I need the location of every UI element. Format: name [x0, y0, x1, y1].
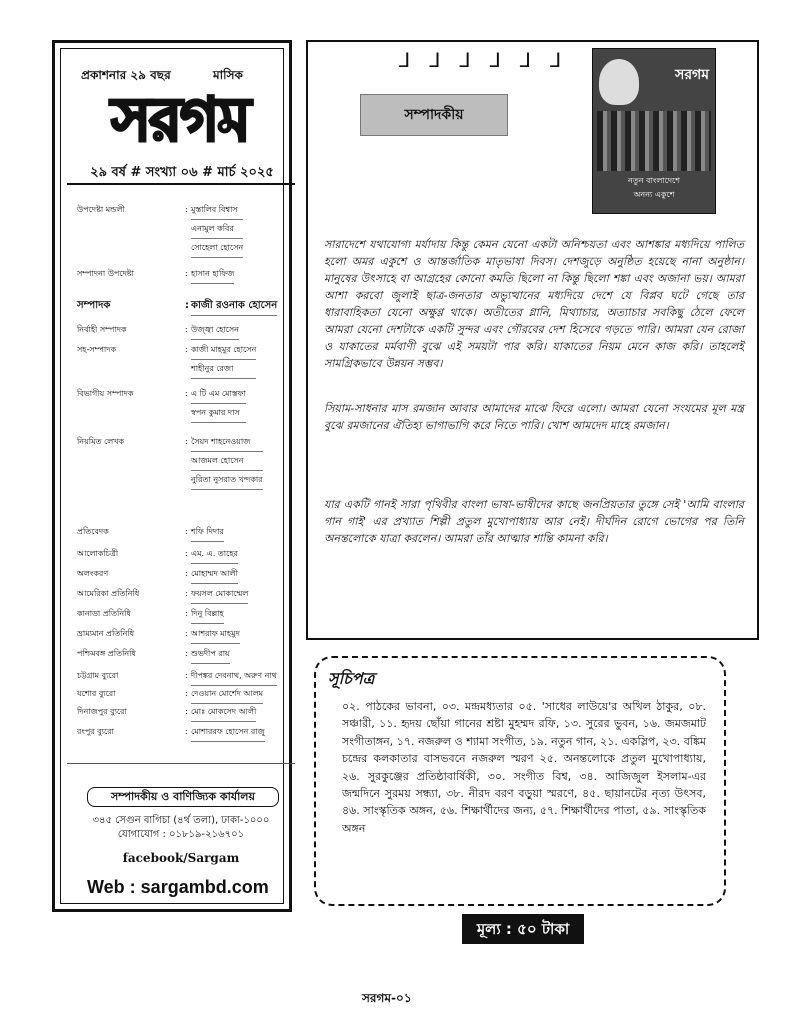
editorial-para-3: যার একটি গানই সারা পৃথিবীর বাংলা ভাষা-ভাষীদের কাছে জনপ্রিয়তার তুঙ্গে সেই 'আমি বাংলার গান গাই' এর প্রখ্যাত শিল্পী প্রতুল মুখোপাধ্যায় আর নেই। দীর্ঘদিন রোগে ভোগের পর তিনি অনন্তলোকে যাত্রা করলেন। আমরা তাঁর আত্মার শান্তি কামনা করি।: [324, 498, 744, 545]
page-number: সরগম-০১: [362, 991, 412, 1005]
logo: সরগম: [111, 85, 249, 155]
divider: [67, 183, 295, 185]
cover-caption-1: নতুন বাংলাদেশে: [628, 176, 680, 185]
tagline-right: মাসিক: [213, 68, 243, 82]
price-badge: মূল্য : ৫০ টাকা: [462, 914, 584, 944]
cover-title: সরগম: [675, 67, 709, 83]
editorial-para-1: সারাদেশে যথাযোগ্য মর্যাদায় কিন্তু কেমন যেনো একটা অনিশ্চয়তা এবং আশঙ্কার মধ্যদিয়ে পালিত হলো অমর একুশে ও আন্তর্জাতিক মাতৃভাষা দিবস। দেশজুড়ে অনুষ্ঠিত হয়েছে নানা অনুষ্ঠান। মানুষের উৎসাহে বা আগ্রহের কোনো কমতি ছিলো না কিন্তু ছিলো শঙ্কা এবং অজানা ভয়। আমরা আশা করবো জুলাই ছাত্র-জনতার অভ্যুত্থানের মধ্যদিয়ে দেশে যে বিপ্লব ঘটে গেছে তার ধারাবাহিকতা যেনো অক্ষুণ্ণ থাকে। অতীতের গ্লানি, মিথ্যাচার, অত্যাচার সবকিছু ঠেলে ফেলে আমরা যেনো দেশটাকে একটি সুন্দর এবং গৌরবের দেশ হিসেবে গড়তে পারি। আমরা যেন রোজা ও যাকাতের মর্মবাণী বুঝে এই সময়টা পার করি। যাকাতের নিয়ম মেনে কাজ করি। তাহলেই সামগ্রিকভাবে উন্নয়ন সম্ভব।: [324, 238, 744, 370]
office-block: [67, 777, 295, 905]
office-address: ৩৪৫ সেগুন বাগিচা (৪র্থ তলা), ঢাকা-১০০০: [92, 815, 270, 826]
contents-box: [314, 656, 726, 906]
website-link[interactable]: Web : sargambd.com: [87, 877, 269, 897]
portrait-icon: [599, 59, 639, 105]
spiral-rings-icon: ᒧᒧᒧᒧᒧᒧ: [398, 48, 580, 72]
contents-title: সূচিপত্র: [328, 669, 375, 688]
office-phone: যোগাযোগ : ০১৮১৯-২১৬৭০১: [117, 829, 245, 840]
masthead-column: [52, 40, 292, 912]
crowd-image: [597, 111, 711, 171]
editorial-box: [306, 40, 759, 640]
issue-line: ২৯ বর্ষ # সংখ্যা ০৬ # মার্চ ২০২৫: [90, 165, 274, 180]
contents-list: ০২. পাঠকের ভাবনা, ০৩. মন্দ্রমধ্যতার ০৫. 'সাধের লাউয়ে'র অখিল ঠাকুর, ০৮. সঞ্চারী, ১১. হৃদয় ছোঁয়া গানের শ্রষ্টা মুহম্মদ রফি, ১৩. সুরের ভুবন, ১৬. জমজমাট সংগীতাঙ্গন, ১৭. নজরুল ও শ্যামা সংগীত, ১৯. নতুন গান, ২১. একস্লিপ, ২৩. বঙ্কিম চন্দ্রের কলকাতার বাসভবনে নজরুল স্মরণ ২৫. অনন্তলোকে প্রতুল মুখোপাধ্যায়, ২৬. সুরকুঞ্জের প্রতিষ্ঠাবার্ষিকী, ৩০. সংগীত বিশ্ব, ৩৪. আজিজুল ইসলাম-এর জন্মদিনে সুরময় সন্ধ্যা, ৩৮. নীরদ বরণ বড়ুয়া স্মরণে, ৪৫. ছায়ানটের নৃত্য উৎসব, ৪৬. সাংস্কৃতিক অঙ্গন, ৫৬. শিক্ষার্থীদের জন্য, ৫৭. শিক্ষার্থীদের পাতা, ৫৯. সাংস্কৃতিক অঙ্গন: [342, 700, 706, 835]
editorial-para-2: সিয়াম-সাধনার মাস রমজান আবার আমাদের মাঝে ফিরে এলো। আমরা যেনো সংযমের মূল মন্ত্র বুঝে রমজানের ঐতিহ্য ভাগাভাগি করে নিতে পারি। খোশ আমদেদ মাহে রমজান।: [324, 402, 744, 432]
tagline-left: প্রকাশনার ২৯ বছর: [81, 68, 171, 82]
masthead-frame: প্রকাশনার ২৯ বছর মাসিক সরগম ২৯ বর্ষ # সংখ্যা ০৬ # মার্চ ২০২৫ উপদেষ্টা মন্ডলী : মুস্তালিব বিশ্বাস এনামুল কবির সোহেলা হোসেন সম্পাদনা উপদেষ্টা : হাসান হাফিজ সম্পাদক : কাজী রওনাক হোসেন নির্বাহী সম্পাদক : উজ্জ্বা হোসেন সহ-সম্পাদক : কাজী মাহমুর হোসেন শাহীনুর রেজা বিভাগীয় সম্পাদক : এ টি এম মোস্তফা স্বপন কুমার দাস নিয়মিত লেখক : সৈয়দ শাহনেওয়াজ আজমল হোসেন নুরিতা নুসরাত খন্দকার প্রতিবেদক : শফি দিদার আলোকচিত্রী : এম. এ. তাহের অলংকরণ : মোহাম্মদ আলী আমেরিকা প্রতিনিধি : ফয়সল মোকাম্মেল কানাডা প্রতিনিধি : দিনু বিল্লাহ ভ্রাম্যমান প্রতিনিধি : আশরাফ মাহমুদ পশ্চিমবঙ্গ প্রতিনিধি : শুভদীপ রায় চট্টগ্রাম ব্যুরো : দীপঙ্কর দেবনাথ, অরুণ নাথ যশোর ব্যুরো : দেওয়ান মোর্শেদ আলম দিনাজপুর ব্যুরো : মোঃ মোকসেদ আলী রংপুর ব্যুরো : মোশাররফ হোসেন রাজু সম্পাদকীয় ও বাণিজ্যিক কার্যালয় ৩৪৫ সেগুন বাগিচা (৪র্থ তলা), ঢাকা-১০০০ যোগাযোগ : ০১৮১৯-২১৬৭০১ facebook/Sargam Web : sargambd.com: [60, 48, 284, 904]
cover-thumbnail: [592, 48, 716, 214]
divider: [67, 763, 295, 764]
facebook-link[interactable]: facebook/Sargam: [122, 851, 240, 865]
editorial-heading: সম্পাদকীয়: [360, 94, 508, 136]
office-title: সম্পাদকীয় ও বাণিজ্যিক কার্যালয়: [87, 787, 279, 807]
cover-caption-2: অনন্য একুশে: [633, 190, 675, 199]
